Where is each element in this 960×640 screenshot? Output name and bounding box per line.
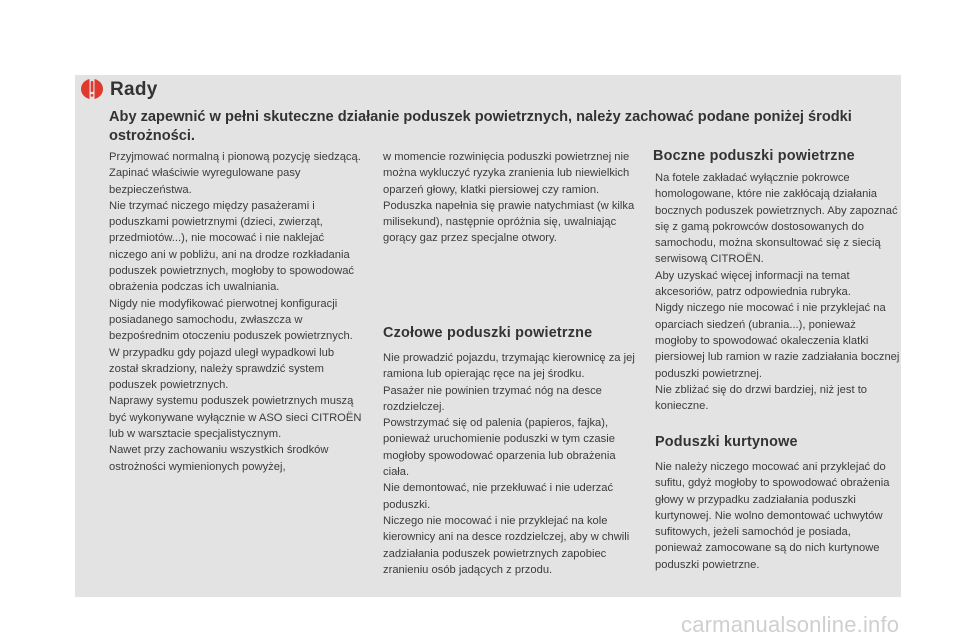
- paragraph: Zapinać właściwie wyregulowane pasy bezpieczeństwa.: [109, 167, 301, 196]
- paragraph: Powstrzymać się od palenia (papieros, fajka), ponieważ uruchomienie poduszki w tym czasie mogłoby spowodować oparzenia lub obrażenia ciała.: [383, 417, 616, 479]
- paragraph: Aby uzyskać więcej informacji na temat akcesoriów, patrz odpowiednia rubryka.: [655, 269, 851, 299]
- paragraph: Nie zbliżać się do drzwi bardziej, niż jest to konieczne.: [655, 383, 868, 413]
- paragraph: Nie demontować, nie przekłuwać i nie uderzać poduszki.: [383, 482, 614, 511]
- paragraph: Nigdy nie modyfikować pierwotnej konfiguracji posiadanego samochodu, zwłaszcza w bezpośrednim otoczeniu poduszek powietrznych.: [109, 297, 353, 343]
- column-continuation: [383, 149, 638, 247]
- curtain-airbags-heading: Poduszki kurtynowe: [655, 434, 798, 450]
- paragraph: Na fotele zakładać wyłącznie pokrowce homologowane, które nie zakłócają działania bocznych poduszek powietrznych. Aby zapoznać się z gamą pokrowców dostosowanych do samochodu, można skonsultować się z siecią serwisową CITROËN.: [655, 172, 898, 266]
- column-curtain-airbags: [655, 459, 900, 573]
- column-front-airbags: [383, 350, 638, 578]
- front-airbags-heading: Czołowe poduszki powietrzne: [383, 325, 593, 341]
- paragraph: Nie należy niczego mocować ani przyklejać do sufitu, gdyż mogłoby to spowodować obrażenia głowy w przypadku zadziałania poduszki kurtynowej. Nie wolno demontować uchwytów sufitowych, jeżeli samochód je posiada, ponieważ zamocowane są do nich kurtynowe poduszki powietrzne.: [655, 461, 890, 571]
- side-airbags-heading: Boczne poduszki powietrzne: [653, 148, 855, 164]
- paragraph: Przyjmować normalną i pionową pozycję siedzącą.: [109, 151, 361, 163]
- column-general: [109, 149, 364, 475]
- paragraph: Nigdy niczego nie mocować i nie przyklejać na oparciach siedzeń (ubrania...), ponieważ mogłoby to spowodować okaleczenia klatki piersiowej lub ramion w razie zadziałania bocznej poduszki powietrznej.: [655, 302, 900, 380]
- section-title: Rady: [110, 79, 158, 100]
- paragraph: Naprawy systemu poduszek powietrznych muszą być wykonywane wyłącznie w ASO sieci CITROËN lub w warsztacie specjalistycznym.: [109, 395, 362, 441]
- paragraph: Niczego nie mocować i nie przyklejać na kole kierownicy ani na desce rozdzielczej, aby w chwili zadziałania poduszek powietrznych zapobiec zranieniu osób jadących z przodu.: [383, 514, 630, 576]
- column-side-airbags: [655, 170, 900, 414]
- paragraph: Pasażer nie powinien trzymać nóg na desce rozdzielczej.: [383, 384, 602, 413]
- intro-text: Aby zapewnić w pełni skuteczne działanie poduszek powietrznych, należy zachować podane poniżej środki ostrożności.: [109, 109, 852, 144]
- paragraph: Nie prowadzić pojazdu, trzymając kierownicę za jej ramiona lub opierając ręce na jej środku.: [383, 352, 635, 381]
- paragraph: W przypadku gdy pojazd uległ wypadkowi lub został skradziony, należy sprawdzić system poduszek powietrznych.: [109, 346, 335, 392]
- watermark: carmanualsonline.info: [681, 612, 900, 637]
- paragraph: Nie trzymać niczego między pasażerami i poduszkami powietrznymi (dzieci, zwierząt, przedmiotów...), nie mocować i nie naklejać niczego ani w pobliżu, ani na drodze rozkładania poduszek powietrznych, mogłoby to spowodować obrażenia podczas ich uwalniania.: [109, 199, 355, 294]
- paragraph: Nawet przy zachowaniu wszystkich środków ostrożności wymienionych powyżej,: [109, 444, 329, 473]
- warning-icon: [80, 78, 104, 100]
- paragraph: w momencie rozwinięcia poduszki powietrznej nie można wykluczyć ryzyka zranienia lub niewielkich oparzeń głowy, klatki piersiowej czy ramion. Poduszka napełnia się prawie natychmiast (w kilka milisekund), następnie opróżnia się, uwalniając gorący gaz przez specjalne otwory.: [383, 151, 635, 245]
